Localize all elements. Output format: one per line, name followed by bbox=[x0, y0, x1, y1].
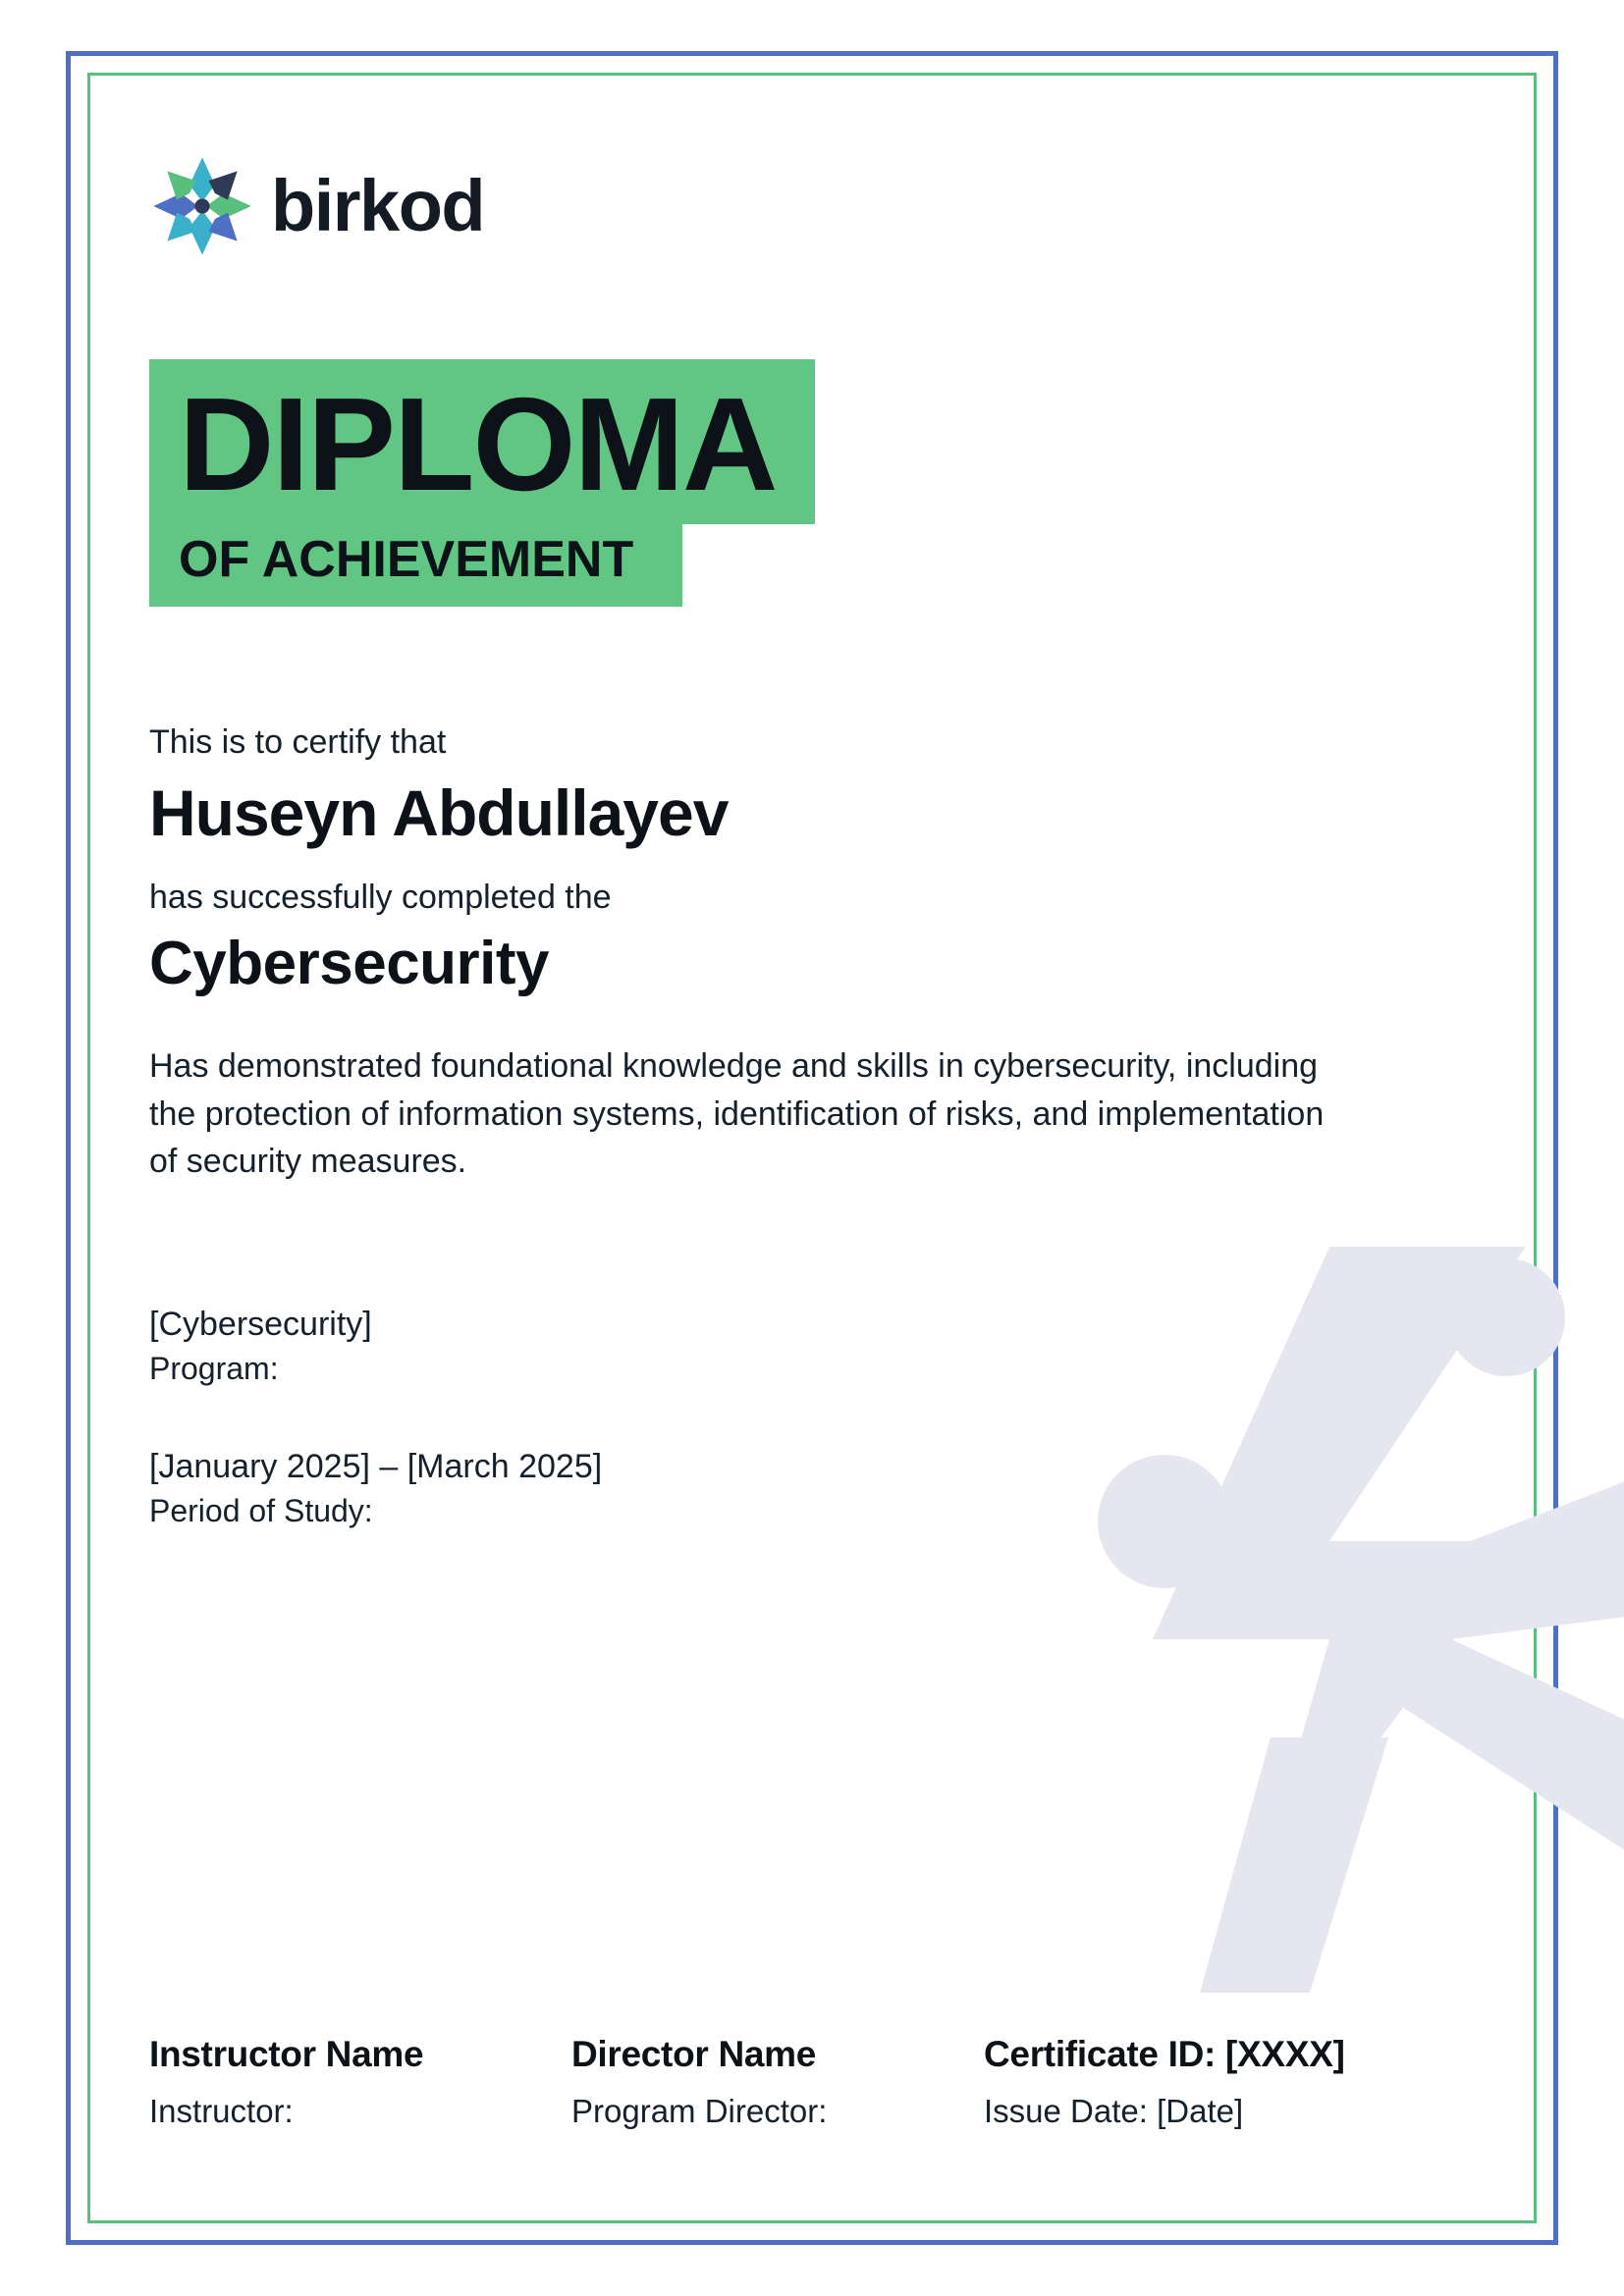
instructor-label: Instructor: bbox=[149, 2092, 294, 2129]
program-details bbox=[149, 1303, 1485, 1532]
instructor-name: Instructor Name bbox=[149, 2033, 424, 2074]
director-name: Director Name bbox=[571, 2033, 817, 2074]
title-block bbox=[149, 359, 1131, 607]
program-group bbox=[149, 1303, 1485, 1390]
description-text: Has demonstrated foundational knowledge and skills in cybersecurity, including the protection of information systems, identification of risks, and implementation of security measures. bbox=[149, 1047, 1325, 1180]
page-subtitle: OF ACHIEVEMENT bbox=[179, 530, 634, 588]
issue-date: Issue Date: [Date] bbox=[984, 2092, 1244, 2129]
page-title: DIPLOMA bbox=[179, 370, 777, 518]
recipient-name: Huseyn Abdullayev bbox=[149, 776, 729, 850]
course-name: Cybersecurity bbox=[149, 930, 550, 998]
period-value: [January 2025] – [March 2025] bbox=[149, 1448, 603, 1486]
director-block bbox=[571, 2032, 984, 2132]
period-group bbox=[149, 1445, 1485, 1532]
diploma-title-bar bbox=[149, 359, 815, 524]
certify-line: This is to certify that bbox=[149, 722, 447, 761]
program-label: Program: bbox=[149, 1350, 279, 1386]
instructor-block bbox=[149, 2032, 571, 2132]
director-label: Program Director: bbox=[571, 2092, 828, 2129]
completed-line: has successfully completed the bbox=[149, 879, 612, 917]
brand-logo bbox=[149, 147, 1485, 265]
certificate-meta-block bbox=[984, 2032, 1485, 2132]
brand-name: birkod bbox=[271, 165, 485, 246]
certificate-content bbox=[149, 147, 1485, 1532]
diploma-subtitle-bar bbox=[149, 520, 682, 607]
birkod-star-icon bbox=[149, 153, 255, 259]
period-label: Period of Study: bbox=[149, 1493, 373, 1529]
signature-row bbox=[149, 2032, 1485, 2132]
certificate-id: Certificate ID: [XXXX] bbox=[984, 2033, 1345, 2074]
program-value: [Cybersecurity] bbox=[149, 1306, 372, 1344]
